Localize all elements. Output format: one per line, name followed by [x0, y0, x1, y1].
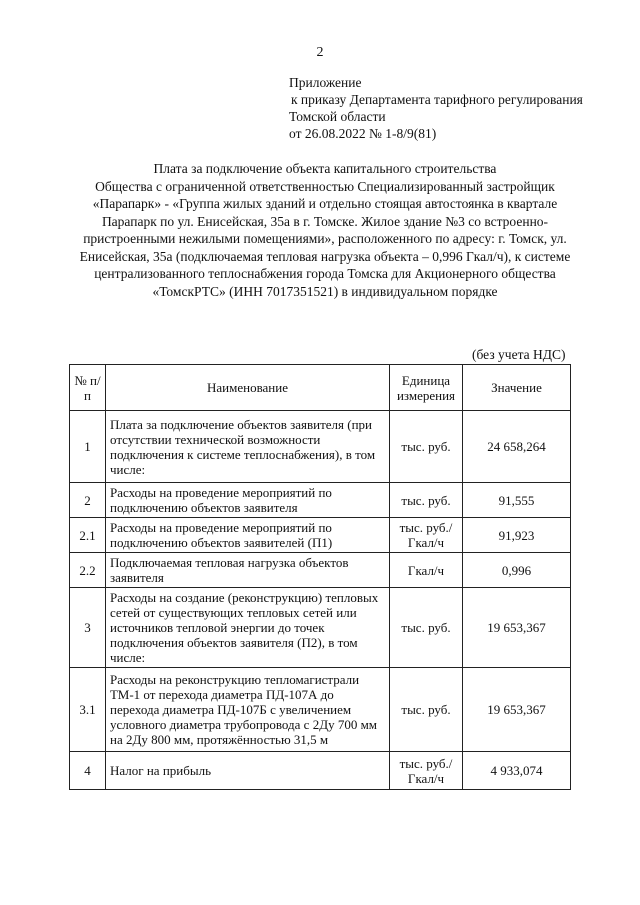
row-value: 0,996 — [463, 553, 571, 588]
table-row — [70, 483, 571, 518]
vat-note: (без учета НДС) — [472, 347, 566, 362]
row-value: 91,555 — [463, 483, 571, 518]
row-num: 3 — [70, 588, 106, 668]
title-line: «Парапарк» - «Группа жилых зданий и отдельно стоящая автостоянка в квартале — [92, 196, 558, 211]
row-unit: тыс. руб. — [390, 588, 463, 668]
table-header-row — [70, 365, 571, 411]
title-line: централизованного теплоснабжения города Томска для Акционерного общества — [94, 266, 556, 281]
row-unit: Гкал/ч — [390, 553, 463, 588]
appendix-line: Приложение — [289, 75, 362, 90]
row-value: 24 658,264 — [463, 411, 571, 483]
header-num: № п/п — [70, 365, 106, 411]
table-row — [70, 553, 571, 588]
row-name: Налог на прибыль — [106, 752, 390, 790]
row-unit: тыс. руб. — [390, 411, 463, 483]
document-title — [60, 160, 590, 300]
row-num: 1 — [70, 411, 106, 483]
title-line: Общества с ограниченной ответственностью Специализированный застройщик — [95, 178, 555, 194]
row-name: Расходы на проведение мероприятий по подключению объектов заявителей (П1) — [106, 518, 390, 553]
row-num: 2.2 — [70, 553, 106, 588]
header-unit: Единица измерения — [390, 365, 463, 411]
title-line: Плата за подключение объекта капитального строительства — [153, 161, 497, 176]
row-value: 91,923 — [463, 518, 571, 553]
row-unit: тыс. руб./ Гкал/ч — [390, 752, 463, 790]
row-unit: тыс. руб. — [390, 483, 463, 518]
title-line: Енисейская, 35а (подключаемая тепловая нагрузка объекта – 0,996 Гкал/ч), к системе — [79, 248, 571, 264]
header-value: Значение — [463, 365, 571, 411]
row-name: Расходы на создание (реконструкцию) тепловых сетей от существующих тепловых сетей или источников тепловой энергии до точек подключения объектов заявителя (П2), в том числе: — [106, 588, 390, 668]
table-row — [70, 752, 571, 790]
row-value: 19 653,367 — [463, 668, 571, 752]
row-value: 4 933,074 — [463, 752, 571, 790]
row-num: 4 — [70, 752, 106, 790]
row-num: 3.1 — [70, 668, 106, 752]
row-name: Подключаемая тепловая нагрузка объектов заявителя — [106, 553, 390, 588]
appendix-line: к приказу Департамента тарифного регулирования — [291, 92, 583, 107]
row-value: 19 653,367 — [463, 588, 571, 668]
row-num: 2.1 — [70, 518, 106, 553]
title-line: Парапарк по ул. Енисейская, 35а в г. Томске. Жилое здание №3 со встроенно- — [101, 213, 549, 229]
appendix-line: от 26.08.2022 № 1-8/9(81) — [289, 126, 437, 141]
header-name: Наименование — [106, 365, 390, 411]
row-name: Расходы на реконструкцию тепломагистрали ТМ-1 от перехода диаметра ПД-107А до перехода диаметра ПД-107Б с увеличением условного диаметра трубопровода с 2Ду 700 мм на 2Ду 800 мм, протяжённостью 31,5 м — [106, 668, 390, 752]
appendix-line: Томской области — [289, 109, 386, 124]
table-row — [70, 588, 571, 668]
fee-table — [69, 364, 571, 790]
appendix-block — [289, 74, 583, 142]
table-row — [70, 411, 571, 483]
page-number: 2 — [316, 45, 324, 60]
row-num: 2 — [70, 483, 106, 518]
row-name: Расходы на проведение мероприятий по подключению объектов заявителя — [106, 483, 390, 518]
row-name: Плата за подключение объектов заявителя (при отсутствии технической возможности подключения к системе теплоснабжения), в том числе: — [106, 411, 390, 483]
title-line: «ТомскРТС» (ИНН 7017351521) в индивидуальном порядке — [152, 283, 498, 299]
table-row — [70, 518, 571, 553]
title-line: пристроенными нежилыми помещениями», расположенного по адресу: г. Томск, ул. — [83, 231, 567, 246]
table-row — [70, 668, 571, 752]
row-unit: тыс. руб. — [390, 668, 463, 752]
row-unit: тыс. руб./ Гкал/ч — [390, 518, 463, 553]
